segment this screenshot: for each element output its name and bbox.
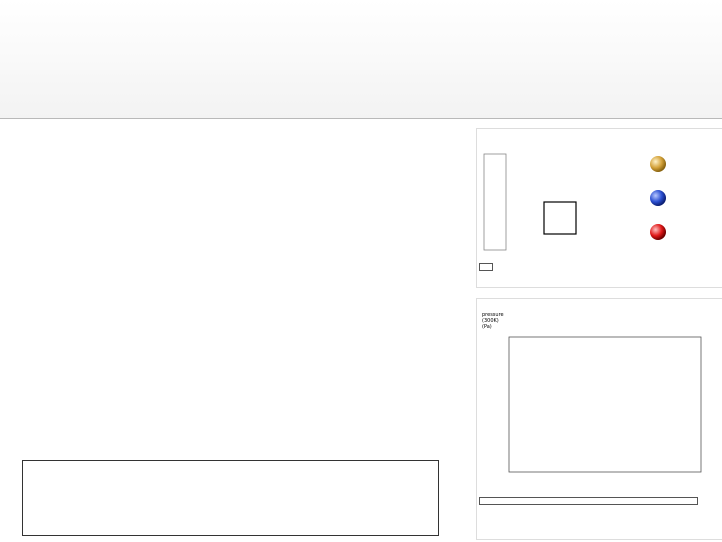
pressure-unit-label: (Pa) <box>482 324 492 330</box>
cu-legend-icon <box>650 190 666 206</box>
compute-environment-box <box>22 460 439 536</box>
side-view-slab <box>484 154 506 250</box>
au-legend-icon <box>650 156 666 172</box>
plot-area <box>509 337 701 472</box>
pressure-temp-label: (300K) <box>482 318 499 324</box>
figure2-caption <box>479 497 698 505</box>
poster-header <box>0 0 722 119</box>
free-energy-chart <box>476 304 721 494</box>
unit-cell-outline <box>544 202 576 234</box>
o-legend-icon <box>650 224 666 240</box>
figure1-caption <box>479 263 493 271</box>
pressure-label: pressure <box>482 312 504 318</box>
surface-model-image <box>478 148 718 258</box>
